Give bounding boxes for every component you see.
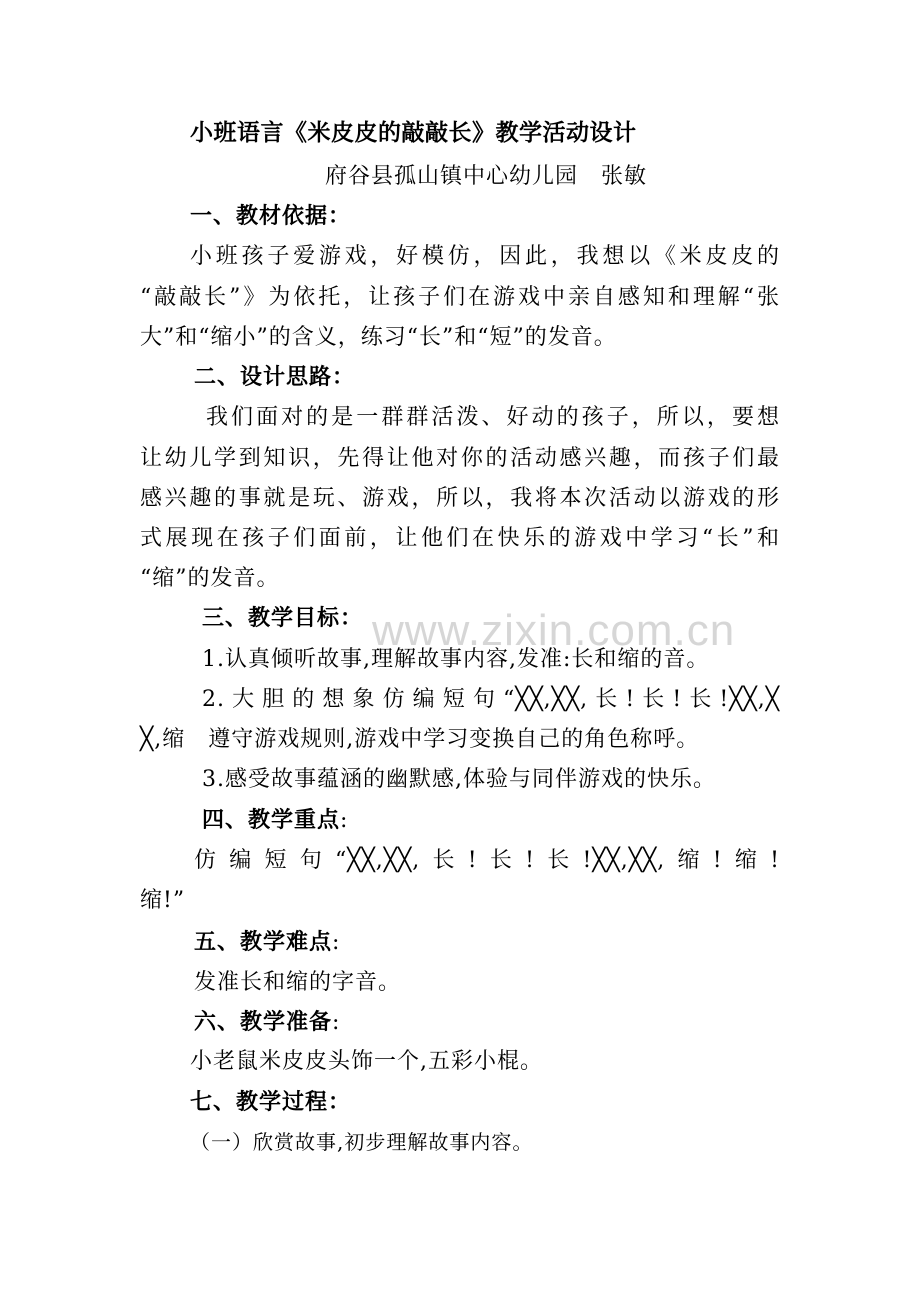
paragraph-line: 仿编短句“╳╳,╳╳,长!长!长!╳╳,╳╳,缩!缩! [194, 848, 780, 873]
goal-item: 1.认真倾听故事,理解故事内容,发准:长和缩的音。 [202, 647, 710, 672]
paragraph-line: 小班孩子爱游戏，好模仿，因此，我想以《米皮皮的 [190, 244, 780, 269]
heading-colon: : [340, 808, 349, 833]
heading-difficulties-row [194, 928, 340, 958]
heading-preparation-row [194, 1008, 340, 1038]
author-line: 府谷县孤山镇中心幼儿园 张敏 [325, 164, 648, 189]
paragraph-line: “敲敲长”》为依托，让孩子们在游戏中亲自感知和理解“张 [140, 285, 780, 310]
paragraph-line: 大”和“缩小”的含义，练习“长”和“短”的发音。 [140, 325, 617, 350]
heading-colon: : [332, 1010, 341, 1035]
heading-difficulties: 五、教学难点 [194, 930, 333, 955]
heading-key-points-row [202, 806, 348, 836]
document-title: 小班语言《米皮皮的敲敲长》教学活动设计 [190, 120, 637, 146]
paragraph-line: 我们面对的是一群群活泼、好动的孩子，所以，要想 [206, 405, 780, 430]
paragraph-line: “缩”的发音。 [140, 566, 280, 591]
process-step: （一）欣赏故事,初步理解故事内容。 [190, 1130, 534, 1154]
watermark: www.zixin.com.cn [372, 606, 736, 655]
paragraph-line: 发准长和缩的字音。 [194, 970, 402, 995]
heading-preparation: 六、教学准备 [194, 1010, 333, 1035]
paragraph-line: 小老鼠米皮皮头饰一个,五彩小棍。 [190, 1049, 543, 1074]
heading-design-idea: 二、设计思路： [194, 365, 356, 390]
heading-key-points: 四、教学重点 [202, 808, 341, 833]
paragraph-line: 缩!” [140, 888, 186, 913]
goal-item: ╳,缩 遵守游戏规则,游戏中学习变换自己的角色称呼。 [140, 727, 700, 752]
goal-item: 3.感受故事蕴涵的幽默感,体验与同伴游戏的快乐。 [202, 767, 716, 792]
heading-materials: 一、教材依据： [190, 204, 352, 229]
goal-item: 2.大胆的想象仿编短句“╳╳,╳╳,长!长!长!╳╳,╳ [202, 687, 780, 712]
heading-colon: : [332, 930, 341, 955]
paragraph-line: 感兴趣的事就是玩、游戏，所以，我将本次活动以游戏的形 [140, 486, 780, 511]
heading-teaching-process: 七、教学过程： [190, 1090, 352, 1115]
heading-teaching-goals: 三、教学目标： [202, 606, 364, 631]
paragraph-line: 让幼儿学到知识，先得让他对你的活动感兴趣，而孩子们最 [140, 446, 780, 471]
paragraph-line: 式展现在孩子们面前，让他们在快乐的游戏中学习“长”和 [140, 526, 780, 551]
